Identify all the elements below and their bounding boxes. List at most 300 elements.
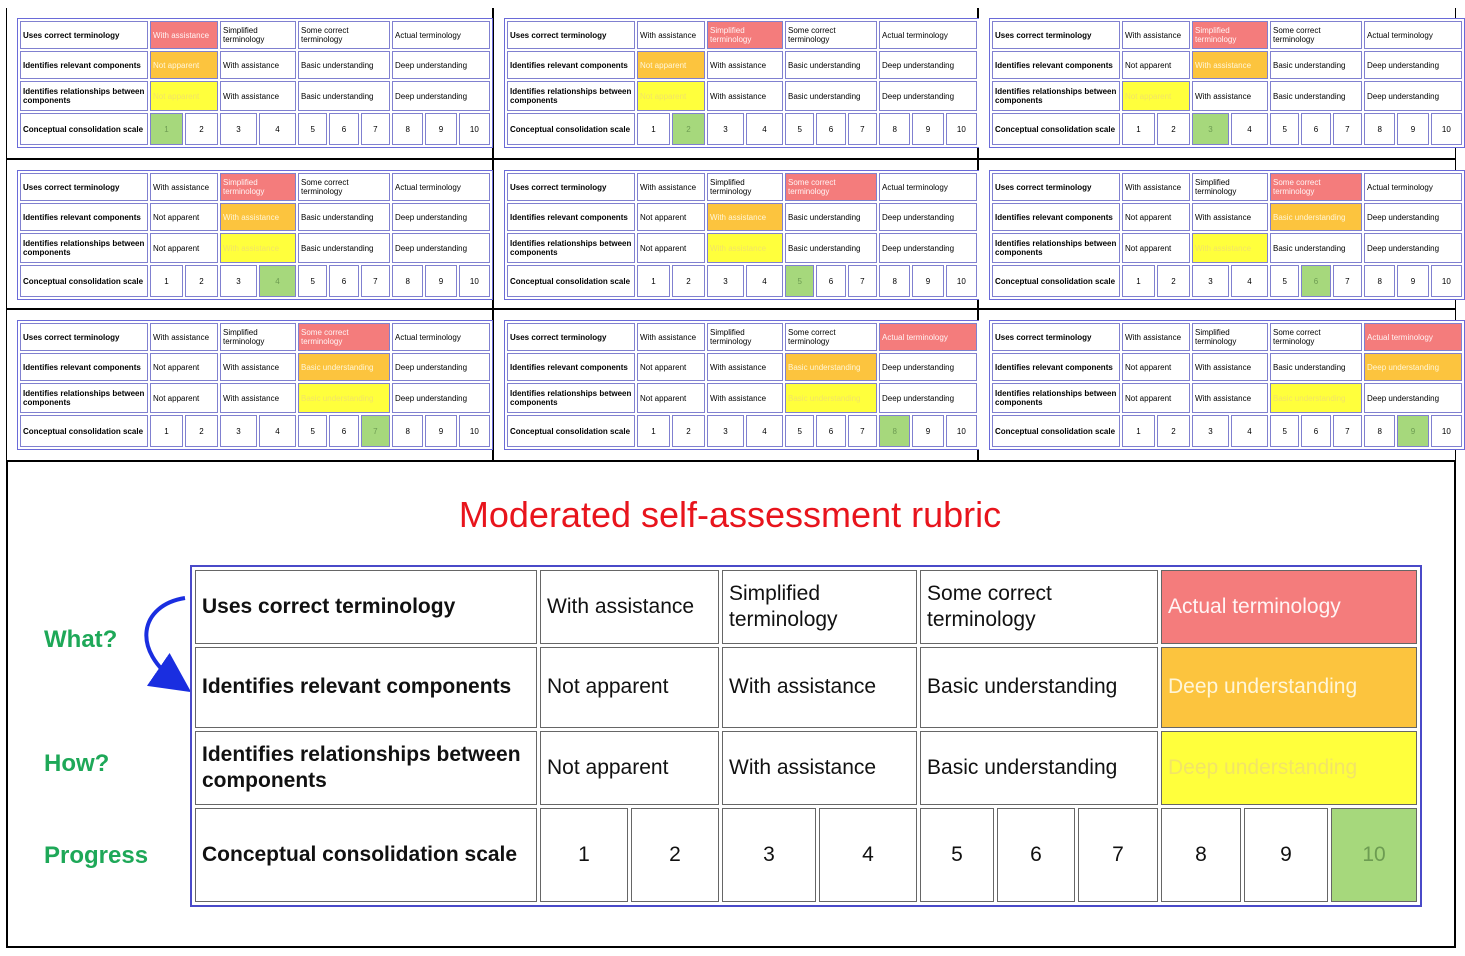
level-cell: Deep understanding xyxy=(392,233,490,263)
mini-rubric-panel xyxy=(979,160,1455,310)
scale-value-cell: 7 xyxy=(1078,808,1158,902)
level-cell: Deep understanding xyxy=(392,353,490,381)
mini-rubric-table xyxy=(989,320,1465,450)
criterion-label: Identifies relationships between components xyxy=(992,81,1120,111)
mini-scale-row xyxy=(507,415,977,447)
scale-value-cell: 9 xyxy=(425,265,456,297)
criterion-label: Identifies relevant components xyxy=(992,51,1120,79)
mini-rubric-table xyxy=(504,320,980,450)
mini-rubric-row xyxy=(992,173,1462,201)
level-cell: Basic understanding xyxy=(298,233,390,263)
criterion-label: Conceptual consolidation scale xyxy=(20,265,148,297)
mini-rubric-row xyxy=(20,173,490,201)
level-cell: With assistance xyxy=(150,323,218,351)
scale-value-cell: 3 xyxy=(707,113,744,145)
mini-scale-row xyxy=(992,265,1462,297)
scale-value-cell: 3 xyxy=(220,415,257,447)
level-cell: Simplified terminology xyxy=(707,173,783,201)
scale-value-cell: 8 xyxy=(392,113,423,145)
level-cell: Deep understanding xyxy=(1364,203,1462,231)
scale-value-cell: 3 xyxy=(220,265,257,297)
scale-value-cell: 5 xyxy=(1270,265,1299,297)
level-cell: Basic understanding xyxy=(1270,81,1362,111)
level-cell: Not apparent xyxy=(1122,51,1190,79)
scale-value-cell: 3 xyxy=(707,265,744,297)
level-cell: Actual terminology xyxy=(1364,323,1462,351)
scale-value-cell: 7 xyxy=(848,415,877,447)
rubric-row xyxy=(195,731,1417,805)
scale-value-cell: 10 xyxy=(946,265,977,297)
scale-value-cell: 6 xyxy=(997,808,1075,902)
scale-value-cell: 1 xyxy=(150,265,183,297)
level-cell: With assistance xyxy=(707,51,783,79)
scale-value-cell: 5 xyxy=(920,808,994,902)
criterion-label: Conceptual consolidation scale xyxy=(992,415,1120,447)
mini-rubric-row xyxy=(20,233,490,263)
criterion-label: Identifies relevant components xyxy=(992,203,1120,231)
scale-value-cell: 4 xyxy=(746,265,783,297)
level-cell: With assistance xyxy=(540,570,719,644)
scale-value-cell: 7 xyxy=(848,113,877,145)
mini-rubric-panel xyxy=(494,310,979,462)
mini-rubric-row xyxy=(20,383,490,413)
level-cell: Basic understanding xyxy=(298,203,390,231)
level-cell: Basic understanding xyxy=(785,203,877,231)
scale-value-cell: 3 xyxy=(722,808,816,902)
scale-value-cell: 3 xyxy=(1192,113,1229,145)
level-cell: Simplified terminology xyxy=(722,570,917,644)
criterion-label: Identifies relationships between components xyxy=(992,233,1120,263)
mini-rubric-row xyxy=(20,323,490,351)
scale-value-cell: 3 xyxy=(1192,265,1229,297)
scale-value-cell: 1 xyxy=(540,808,628,902)
level-cell: Simplified terminology xyxy=(220,173,296,201)
scale-value-cell: 9 xyxy=(425,113,456,145)
level-cell: With assistance xyxy=(637,173,705,201)
level-cell: Basic understanding xyxy=(1270,203,1362,231)
level-cell: Not apparent xyxy=(540,647,719,729)
scale-value-cell: 7 xyxy=(1333,265,1362,297)
mini-scale-row xyxy=(992,415,1462,447)
mini-rubric-table xyxy=(989,18,1465,148)
scale-value-cell: 5 xyxy=(785,265,814,297)
level-cell: Deep understanding xyxy=(879,51,977,79)
level-cell: Basic understanding xyxy=(785,233,877,263)
mini-rubric-panel xyxy=(494,8,979,160)
criterion-label: Identifies relationships between components xyxy=(195,731,537,805)
level-cell: With assistance xyxy=(1122,323,1190,351)
criterion-label: Uses correct terminology xyxy=(20,173,148,201)
scale-value-cell: 4 xyxy=(746,415,783,447)
level-cell: Basic understanding xyxy=(298,383,390,413)
mini-scale-row xyxy=(20,415,490,447)
mini-rubric-row xyxy=(992,383,1462,413)
level-cell: Simplified terminology xyxy=(707,21,783,49)
mini-rubric-panel xyxy=(7,160,494,310)
level-cell: Actual terminology xyxy=(1364,21,1462,49)
scale-value-cell: 9 xyxy=(1397,113,1428,145)
level-cell: With assistance xyxy=(707,81,783,111)
criterion-label: Identifies relationships between components xyxy=(20,383,148,413)
scale-value-cell: 1 xyxy=(637,265,670,297)
mini-rubric-row xyxy=(507,81,977,111)
level-cell: Actual terminology xyxy=(879,21,977,49)
level-cell: With assistance xyxy=(1192,51,1268,79)
scale-value-cell: 4 xyxy=(746,113,783,145)
level-cell: With assistance xyxy=(1122,173,1190,201)
level-cell: Some correct terminology xyxy=(298,173,390,201)
scale-value-cell: 1 xyxy=(1122,265,1155,297)
scale-value-cell: 8 xyxy=(879,113,910,145)
mini-rubric-row xyxy=(992,233,1462,263)
level-cell: With assistance xyxy=(637,21,705,49)
level-cell: Some correct terminology xyxy=(785,21,877,49)
scale-value-cell: 4 xyxy=(1231,265,1268,297)
level-cell: Not apparent xyxy=(150,353,218,381)
mini-scale-row xyxy=(20,113,490,145)
criterion-label: Uses correct terminology xyxy=(992,21,1120,49)
criterion-label: Uses correct terminology xyxy=(507,323,635,351)
level-cell: Deep understanding xyxy=(1161,731,1417,805)
scale-value-cell: 1 xyxy=(637,415,670,447)
scale-value-cell: 2 xyxy=(672,265,705,297)
level-cell: Not apparent xyxy=(1122,353,1190,381)
level-cell: With assistance xyxy=(220,51,296,79)
scale-value-cell: 3 xyxy=(1192,415,1229,447)
criterion-label: Uses correct terminology xyxy=(992,173,1120,201)
criterion-label: Conceptual consolidation scale xyxy=(507,113,635,145)
level-cell: Basic understanding xyxy=(785,51,877,79)
criterion-label: Identifies relationships between components xyxy=(20,81,148,111)
level-cell: Deep understanding xyxy=(1364,383,1462,413)
mini-rubric-panel xyxy=(979,310,1455,462)
level-cell: Deep understanding xyxy=(1161,647,1417,729)
level-cell: Deep understanding xyxy=(879,383,977,413)
level-cell: With assistance xyxy=(1192,383,1268,413)
criterion-label: Identifies relevant components xyxy=(507,51,635,79)
scale-value-cell: 2 xyxy=(672,113,705,145)
mini-rubric-panel xyxy=(979,8,1455,160)
scale-value-cell: 2 xyxy=(672,415,705,447)
mini-scale-row xyxy=(507,113,977,145)
level-cell: With assistance xyxy=(220,233,296,263)
level-cell: Deep understanding xyxy=(879,353,977,381)
level-cell: Some correct terminology xyxy=(1270,21,1362,49)
level-cell: Some correct terminology xyxy=(785,173,877,201)
criterion-label: Identifies relevant components xyxy=(507,353,635,381)
scale-value-cell: 8 xyxy=(1364,415,1395,447)
scale-value-cell: 4 xyxy=(1231,415,1268,447)
mini-rubric-row xyxy=(507,173,977,201)
level-cell: Deep understanding xyxy=(879,81,977,111)
scale-value-cell: 1 xyxy=(1122,113,1155,145)
mini-rubric-row xyxy=(20,353,490,381)
mini-rubric-row xyxy=(992,203,1462,231)
criterion-label: Uses correct terminology xyxy=(195,570,537,644)
level-cell: Deep understanding xyxy=(392,203,490,231)
level-cell: Not apparent xyxy=(1122,81,1190,111)
criterion-label: Conceptual consolidation scale xyxy=(992,113,1120,145)
scale-value-cell: 6 xyxy=(329,113,358,145)
scale-value-cell: 2 xyxy=(1157,415,1190,447)
scale-value-cell: 10 xyxy=(1331,808,1417,902)
level-cell: Some correct terminology xyxy=(920,570,1158,644)
mini-rubric-panel xyxy=(494,160,979,310)
level-cell: With assistance xyxy=(1192,81,1268,111)
level-cell: Not apparent xyxy=(150,81,218,111)
mini-rubric-row xyxy=(992,353,1462,381)
level-cell: With assistance xyxy=(722,731,917,805)
level-cell: Not apparent xyxy=(637,383,705,413)
level-cell: Basic understanding xyxy=(1270,353,1362,381)
scale-value-cell: 10 xyxy=(459,415,490,447)
level-cell: Basic understanding xyxy=(298,81,390,111)
level-cell: Basic understanding xyxy=(298,51,390,79)
level-cell: Deep understanding xyxy=(879,233,977,263)
criterion-label: Identifies relevant components xyxy=(20,203,148,231)
scale-value-cell: 10 xyxy=(946,415,977,447)
scale-value-cell: 7 xyxy=(1333,415,1362,447)
scale-value-cell: 8 xyxy=(879,415,910,447)
level-cell: Basic understanding xyxy=(785,353,877,381)
level-cell: Simplified terminology xyxy=(220,21,296,49)
criterion-label: Conceptual consolidation scale xyxy=(20,415,148,447)
big-rubric-table xyxy=(190,565,1422,907)
level-cell: Simplified terminology xyxy=(1192,323,1268,351)
criterion-label: Conceptual consolidation scale xyxy=(20,113,148,145)
level-cell: Basic understanding xyxy=(1270,233,1362,263)
scale-value-cell: 6 xyxy=(329,415,358,447)
mini-rubric-row xyxy=(992,51,1462,79)
criterion-label: Identifies relevant components xyxy=(992,353,1120,381)
scale-value-cell: 5 xyxy=(298,265,327,297)
level-cell: Some correct terminology xyxy=(298,323,390,351)
level-cell: Not apparent xyxy=(1122,203,1190,231)
criterion-label: Uses correct terminology xyxy=(20,323,148,351)
scale-value-cell: 5 xyxy=(785,113,814,145)
scale-value-cell: 8 xyxy=(1161,808,1241,902)
scale-value-cell: 1 xyxy=(150,113,183,145)
level-cell: Not apparent xyxy=(150,233,218,263)
level-cell: With assistance xyxy=(150,21,218,49)
scale-value-cell: 2 xyxy=(1157,265,1190,297)
level-cell: Actual terminology xyxy=(392,323,490,351)
scale-value-cell: 6 xyxy=(816,415,845,447)
scale-value-cell: 10 xyxy=(1431,415,1462,447)
scale-value-cell: 6 xyxy=(816,265,845,297)
scale-value-cell: 4 xyxy=(259,415,296,447)
scale-value-cell: 8 xyxy=(1364,113,1395,145)
scale-value-cell: 2 xyxy=(185,415,218,447)
level-cell: Not apparent xyxy=(637,233,705,263)
criterion-label: Conceptual consolidation scale xyxy=(195,808,537,902)
level-cell: Some correct terminology xyxy=(298,21,390,49)
scale-value-cell: 7 xyxy=(361,113,390,145)
mini-rubric-row xyxy=(507,323,977,351)
scale-value-cell: 8 xyxy=(392,415,423,447)
scale-value-cell: 2 xyxy=(1157,113,1190,145)
scale-value-cell: 1 xyxy=(1122,415,1155,447)
rubric-row xyxy=(195,570,1417,644)
criterion-label: Identifies relationships between components xyxy=(507,81,635,111)
level-cell: Actual terminology xyxy=(879,173,977,201)
scale-value-cell: 4 xyxy=(1231,113,1268,145)
level-cell: Basic understanding xyxy=(785,81,877,111)
level-cell: Not apparent xyxy=(637,81,705,111)
level-cell: With assistance xyxy=(1122,21,1190,49)
scale-value-cell: 10 xyxy=(1431,113,1462,145)
criterion-label: Identifies relevant components xyxy=(507,203,635,231)
level-cell: Simplified terminology xyxy=(220,323,296,351)
mini-rubric-row xyxy=(992,323,1462,351)
level-cell: Actual terminology xyxy=(1364,173,1462,201)
level-cell: With assistance xyxy=(637,323,705,351)
level-cell: With assistance xyxy=(220,81,296,111)
mini-rubric-table xyxy=(17,18,493,148)
progress-label: Progress xyxy=(44,842,149,869)
scale-value-cell: 5 xyxy=(1270,113,1299,145)
level-cell: Basic understanding xyxy=(920,731,1158,805)
criterion-label: Uses correct terminology xyxy=(507,21,635,49)
level-cell: Not apparent xyxy=(637,353,705,381)
level-cell: With assistance xyxy=(150,173,218,201)
scale-value-cell: 6 xyxy=(816,113,845,145)
criterion-label: Uses correct terminology xyxy=(20,21,148,49)
scale-value-cell: 3 xyxy=(707,415,744,447)
criterion-label: Conceptual consolidation scale xyxy=(992,265,1120,297)
level-cell: Basic understanding xyxy=(298,353,390,381)
criterion-label: Uses correct terminology xyxy=(507,173,635,201)
criterion-label: Identifies relationships between components xyxy=(507,233,635,263)
level-cell: Basic understanding xyxy=(1270,51,1362,79)
mini-rubric-row xyxy=(507,233,977,263)
scale-value-cell: 10 xyxy=(946,113,977,145)
scale-value-cell: 7 xyxy=(361,415,390,447)
level-cell: Not apparent xyxy=(150,51,218,79)
mini-rubric-panel xyxy=(7,310,494,462)
level-cell: Basic understanding xyxy=(920,647,1158,729)
level-cell: Not apparent xyxy=(637,203,705,231)
how-label: How? xyxy=(44,750,110,777)
what-label: What? xyxy=(44,626,118,653)
scale-value-cell: 5 xyxy=(298,415,327,447)
level-cell: With assistance xyxy=(220,353,296,381)
mini-rubric-row xyxy=(20,81,490,111)
rubric-title: Moderated self-assessment rubric xyxy=(458,494,1002,535)
scale-value-cell: 10 xyxy=(459,265,490,297)
level-cell: Actual terminology xyxy=(392,21,490,49)
level-cell: Deep understanding xyxy=(392,51,490,79)
scale-value-cell: 9 xyxy=(912,113,943,145)
mini-rubric-panel xyxy=(7,8,494,160)
scale-value-cell: 6 xyxy=(329,265,358,297)
scale-value-cell: 9 xyxy=(912,415,943,447)
scale-value-cell: 8 xyxy=(1364,265,1395,297)
mini-rubric-row xyxy=(507,383,977,413)
level-cell: With assistance xyxy=(220,203,296,231)
level-cell: Actual terminology xyxy=(879,323,977,351)
level-cell: With assistance xyxy=(1192,203,1268,231)
scale-value-cell: 10 xyxy=(1431,265,1462,297)
scale-value-cell: 5 xyxy=(298,113,327,145)
level-cell: With assistance xyxy=(220,383,296,413)
level-cell: With assistance xyxy=(1192,353,1268,381)
mini-rubric-row xyxy=(507,203,977,231)
level-cell: Deep understanding xyxy=(1364,51,1462,79)
mini-rubric-row xyxy=(20,51,490,79)
mini-scale-row xyxy=(992,113,1462,145)
scale-value-cell: 1 xyxy=(637,113,670,145)
scale-value-cell: 5 xyxy=(785,415,814,447)
mini-rubric-table xyxy=(989,170,1465,300)
criterion-label: Conceptual consolidation scale xyxy=(507,415,635,447)
scale-value-cell: 9 xyxy=(1397,265,1428,297)
level-cell: Deep understanding xyxy=(1364,353,1462,381)
criterion-label: Identifies relationships between components xyxy=(507,383,635,413)
scale-value-cell: 9 xyxy=(912,265,943,297)
level-cell: With assistance xyxy=(722,647,917,729)
scale-value-cell: 6 xyxy=(1301,113,1330,145)
criterion-label: Identifies relevant components xyxy=(195,647,537,729)
mini-rubric-row xyxy=(507,21,977,49)
scale-value-cell: 1 xyxy=(150,415,183,447)
mini-rubric-table xyxy=(17,170,493,300)
level-cell: Not apparent xyxy=(150,203,218,231)
level-cell: With assistance xyxy=(707,233,783,263)
level-cell: Actual terminology xyxy=(392,173,490,201)
mini-rubric-row xyxy=(20,21,490,49)
level-cell: Basic understanding xyxy=(785,383,877,413)
scale-value-cell: 10 xyxy=(459,113,490,145)
mini-rubric-table xyxy=(504,18,980,148)
mini-rubric-row xyxy=(992,21,1462,49)
level-cell: Some correct terminology xyxy=(1270,323,1362,351)
criterion-label: Identifies relevant components xyxy=(20,51,148,79)
scale-value-cell: 4 xyxy=(259,265,296,297)
rubric-row xyxy=(195,647,1417,729)
level-cell: With assistance xyxy=(1192,233,1268,263)
level-cell: Not apparent xyxy=(637,51,705,79)
mini-scale-row xyxy=(20,265,490,297)
scale-value-cell: 4 xyxy=(819,808,917,902)
scale-value-cell: 7 xyxy=(1333,113,1362,145)
level-cell: Deep understanding xyxy=(1364,81,1462,111)
criterion-label: Identifies relationships between components xyxy=(992,383,1120,413)
mini-rubric-table xyxy=(504,170,980,300)
level-cell: Deep understanding xyxy=(392,383,490,413)
scale-value-cell: 5 xyxy=(1270,415,1299,447)
level-cell: Not apparent xyxy=(1122,383,1190,413)
scale-value-cell: 2 xyxy=(185,265,218,297)
level-cell: Simplified terminology xyxy=(707,323,783,351)
level-cell: Not apparent xyxy=(1122,233,1190,263)
level-cell: With assistance xyxy=(707,383,783,413)
scale-value-cell: 2 xyxy=(631,808,719,902)
scale-value-cell: 6 xyxy=(1301,265,1330,297)
scale-value-cell: 8 xyxy=(392,265,423,297)
criterion-label: Identifies relationships between components xyxy=(20,233,148,263)
scale-value-cell: 9 xyxy=(1397,415,1428,447)
scale-value-cell: 3 xyxy=(220,113,257,145)
mini-rubric-row xyxy=(20,203,490,231)
scale-row xyxy=(195,808,1417,902)
level-cell: With assistance xyxy=(707,203,783,231)
scale-value-cell: 7 xyxy=(848,265,877,297)
mini-rubric-row xyxy=(507,51,977,79)
level-cell: Some correct terminology xyxy=(785,323,877,351)
scale-value-cell: 8 xyxy=(879,265,910,297)
level-cell: Not apparent xyxy=(150,383,218,413)
